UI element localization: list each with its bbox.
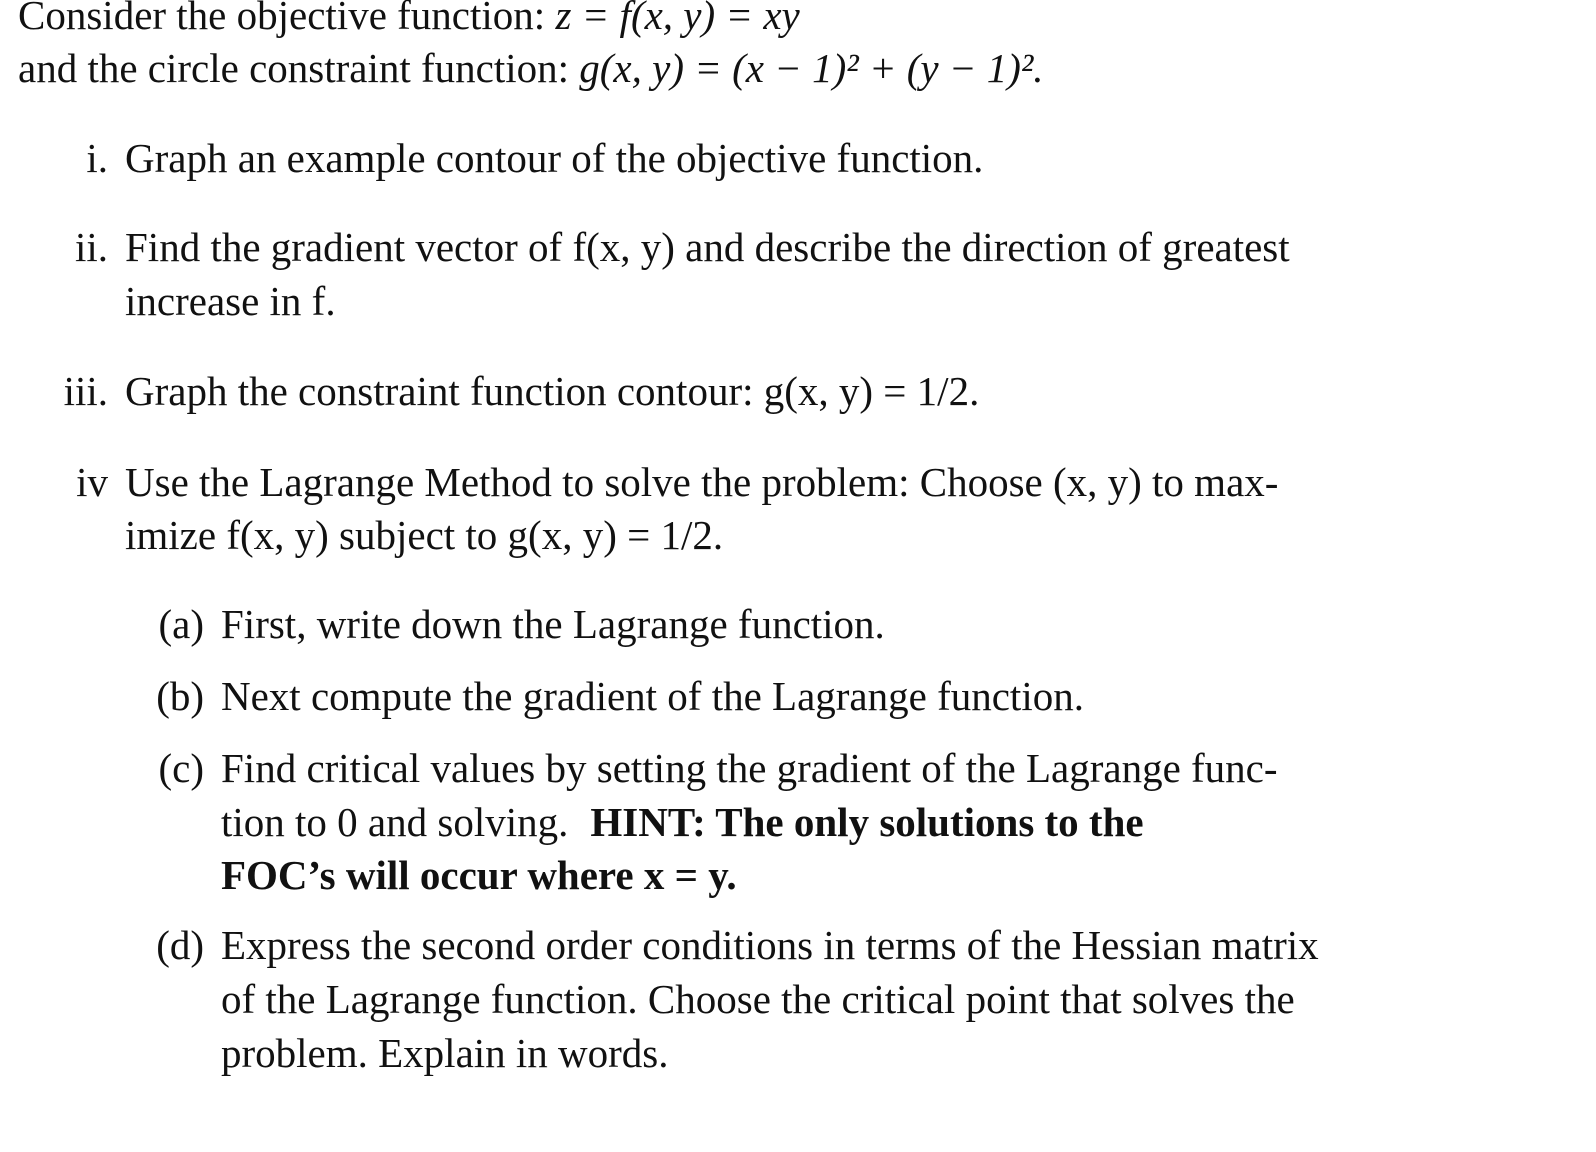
hint-text-2: FOC’s will occur where x = y.: [221, 852, 737, 898]
item-label-iv: iv: [76, 459, 108, 505]
subitem-c-text: tion to 0 and solving.: [221, 799, 569, 845]
intro-line-1: [18, 0, 800, 42]
intro-line-2: [18, 41, 1044, 95]
subitem-label-a: (a): [158, 601, 204, 647]
subitem-d-line-1: Express the second order conditions in terms of the Hessian matrix: [221, 922, 1319, 968]
constraint-function-formula: g(x, y) = (x − 1)² + (y − 1)².: [579, 45, 1044, 91]
subitem-c-line-1: Find critical values by setting the gradient of the Lagrange func-: [221, 745, 1278, 791]
item-i-line-1: Graph an example contour of the objective function.: [125, 135, 984, 181]
subitem-label-c: (c): [158, 745, 204, 791]
intro-text-2: and the circle constraint function:: [18, 45, 570, 91]
item-iii-line-1: Graph the constraint function contour: g(x, y) = 1/2.: [125, 368, 980, 414]
item-iv-line-1: Use the Lagrange Method to solve the problem: Choose (x, y) to max-: [125, 459, 1279, 505]
item-label-iii: iii.: [63, 368, 108, 414]
item-iv-line-2: imize f(x, y) subject to g(x, y) = 1/2.: [125, 512, 724, 558]
item-label-ii: ii.: [74, 224, 108, 270]
intro-text-1: Consider the objective function:: [18, 0, 546, 38]
subitem-label-b: (b): [156, 673, 204, 719]
item-ii-line-2: increase in f.: [125, 278, 336, 324]
subitem-a-line-1: First, write down the Lagrange function.: [221, 601, 885, 647]
hint-text-1: HINT: The only solutions to the: [590, 799, 1144, 845]
subitem-c-line-2: [221, 795, 1144, 849]
item-ii-line-1: Find the gradient vector of f(x, y) and describe the direction of greatest: [125, 224, 1290, 270]
subitem-b-line-1: Next compute the gradient of the Lagrange function.: [221, 673, 1084, 719]
objective-function-formula: z = f(x, y) = xy: [555, 0, 800, 38]
subitem-label-d: (d): [156, 922, 204, 968]
item-label-i: i.: [86, 135, 108, 181]
subitem-d-line-2: of the Lagrange function. Choose the critical point that solves the: [221, 976, 1295, 1022]
subitem-d-line-3: problem. Explain in words.: [221, 1030, 669, 1076]
subitem-c-line-3: [221, 848, 737, 902]
